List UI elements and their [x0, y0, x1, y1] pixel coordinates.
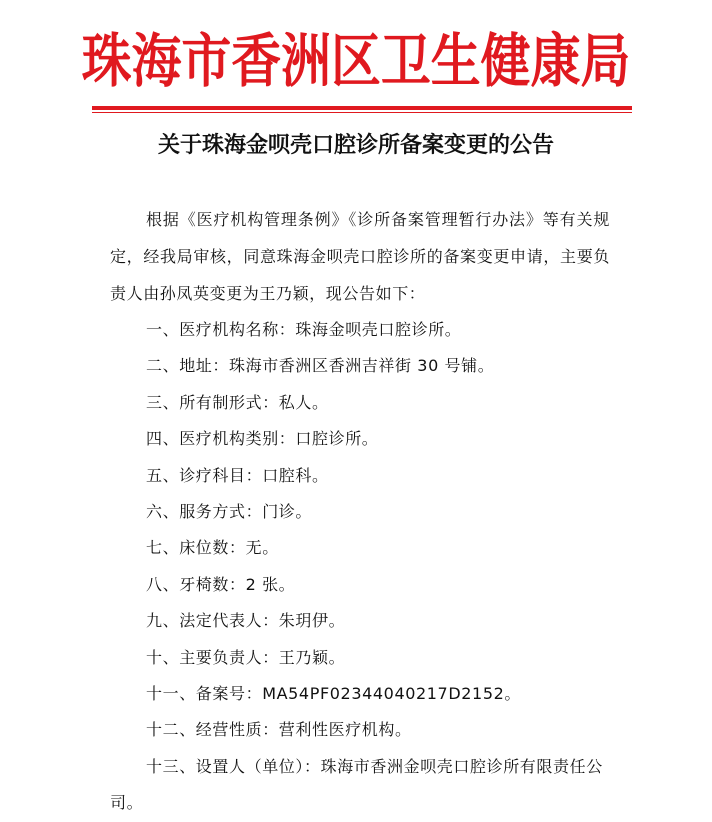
list-item-service-mode: 六、服务方式：门诊。 — [146, 502, 313, 522]
list-item-record-number: 十一、备案号：MA54PF02344040217D2152。 — [146, 684, 521, 704]
list-item-name: 一、医疗机构名称：珠海金呗壳口腔诊所。 — [146, 320, 462, 339]
list-item-founder: 十三、设置人（单位）：珠海市香洲金呗壳口腔诊所有限责任公司。 — [110, 756, 603, 813]
letterhead: 珠海市香洲区卫生健康局 — [81, 27, 631, 95]
list-item-legal-representative: 九、法定代表人：朱玥伊。 — [146, 611, 346, 631]
notice-title: 关于珠海金呗壳口腔诊所备案变更的公告 — [157, 132, 554, 158]
list-item-beds: 七、床位数：无。 — [146, 538, 279, 558]
list-item-address: 二、地址：珠海市香洲区香洲吉祥街 30 号铺。 — [146, 356, 495, 376]
list-item-business-nature: 十二、经营性质：营利性医疗机构。 — [146, 720, 412, 740]
list-item-dental-chairs: 八、牙椅数：2 张。 — [146, 574, 296, 594]
list-item-category: 四、医疗机构类别：口腔诊所。 — [146, 429, 379, 449]
intro-paragraph: 根据《医疗机构管理条例》《诊所备案管理暂行办法》等有关规定，经我局审核，同意珠海金呗壳口腔诊所的备案变更申请，主要负责人由孙凤英变更为王乃颖，现公告如下： — [110, 210, 610, 303]
list-item-ownership: 三、所有制形式：私人。 — [146, 392, 329, 412]
list-item-principal: 十、主要负责人：王乃颖。 — [146, 647, 346, 667]
list-item-departments: 五、诊疗科目：口腔科。 — [146, 465, 329, 485]
letterhead-rule-thin — [92, 112, 632, 113]
notice-body — [110, 201, 610, 822]
letterhead-rule-thick — [92, 106, 632, 110]
